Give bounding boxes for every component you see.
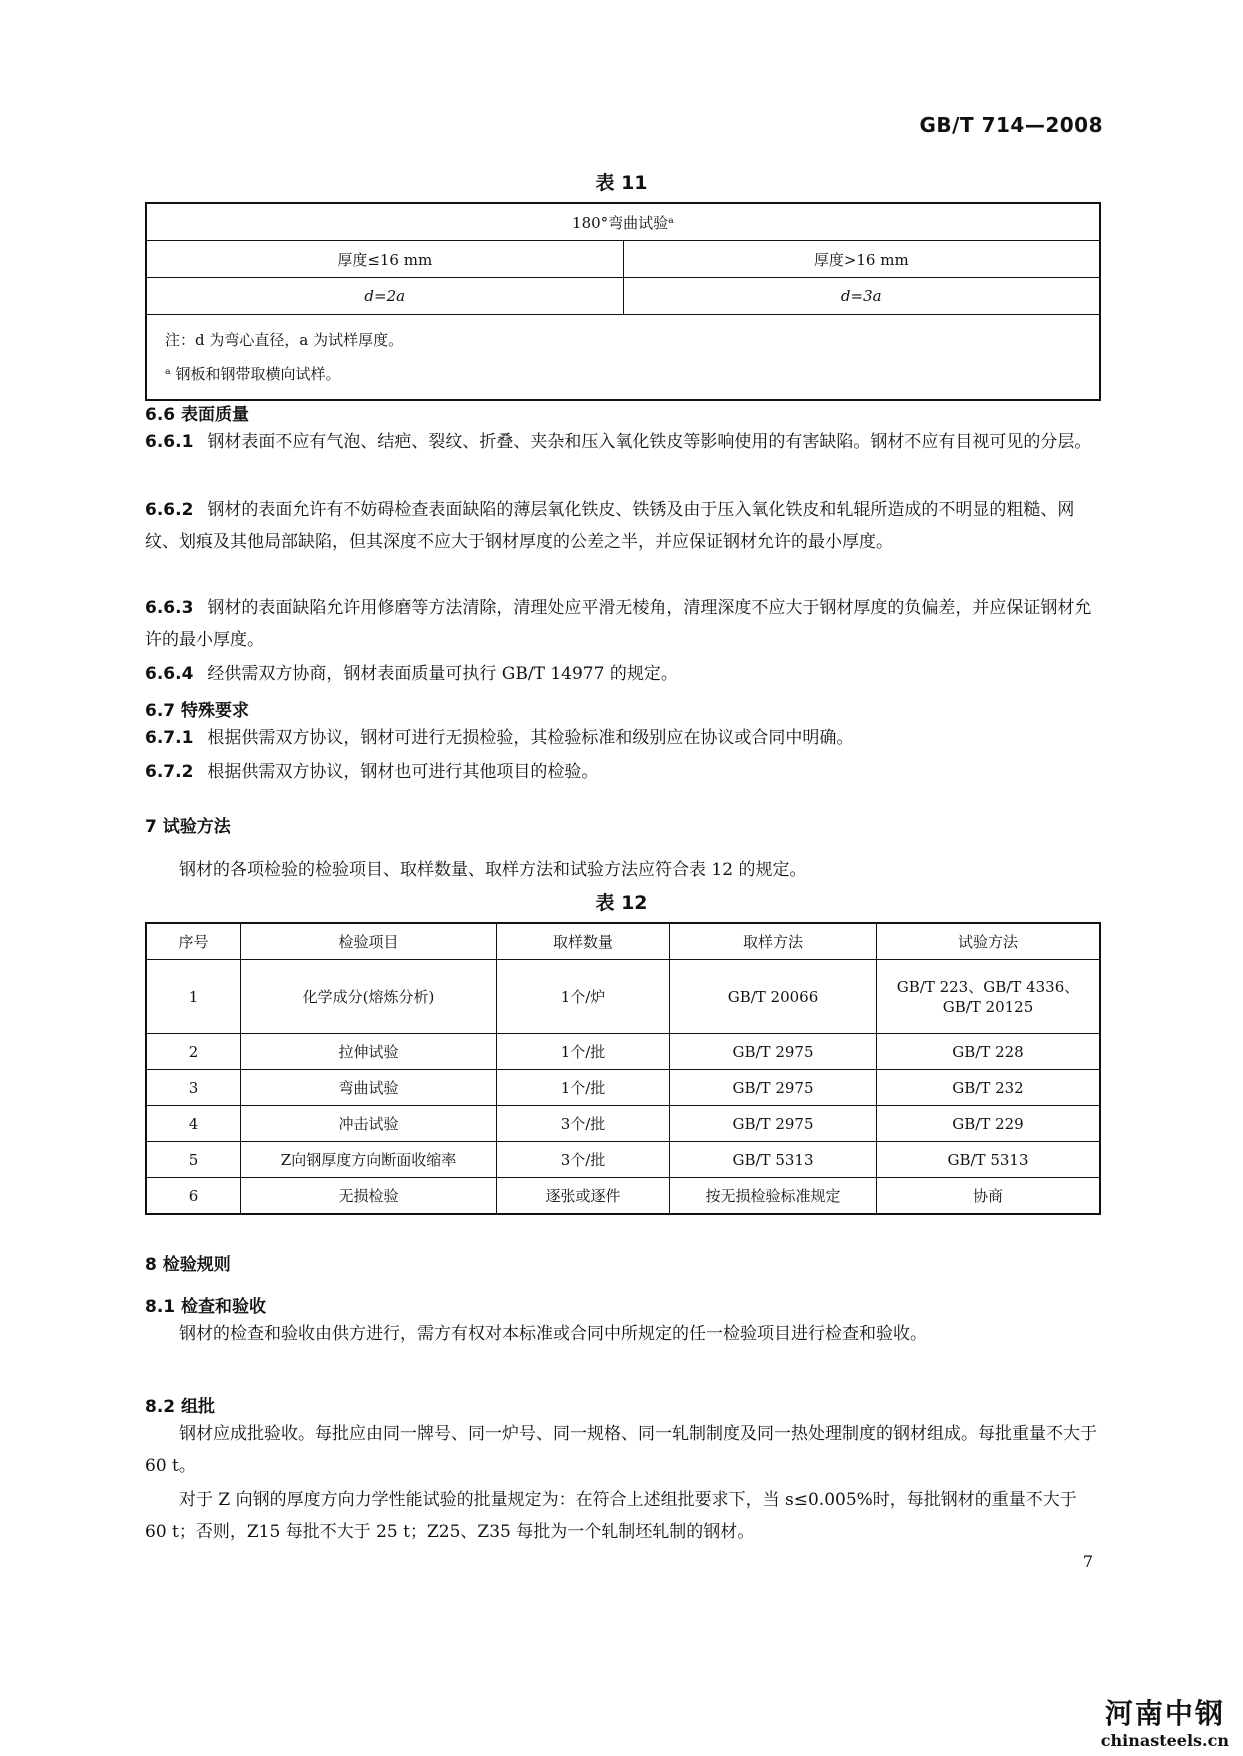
table12-cell: 1 [146, 960, 241, 1034]
para-8-2-2: 对于 Z 向钢的厚度方向力学性能试验的批量规定为：在符合上述组批要求下，当 s≤0.005%时，每批钢材的重量不大于 60 t；否则，Z15 每批不大于 25 t；Z25、Z35 每批为一个轧制坯轧制的钢材。 [145, 1490, 1077, 1542]
para-6-7-1 [145, 722, 1101, 754]
table12-cell: 冲击试验 [241, 1106, 497, 1142]
table-row [146, 960, 1100, 1034]
table-row [146, 1070, 1100, 1106]
watermark-url: chinasteels.cn [1100, 1731, 1229, 1750]
para-6-6-3-number: 6.6.3 [145, 598, 194, 618]
table12-cell: 5 [146, 1142, 241, 1178]
table12-cell: 4 [146, 1106, 241, 1142]
section-8-1-heading: 8.1 检查和验收 [145, 1297, 267, 1317]
standard-number: GB/T 714—2008 [919, 113, 1103, 137]
table11-title: 180°弯曲试验ᵃ [146, 203, 1100, 241]
table11-note-1: 注：d 为弯心直径，a 为试样厚度。 [165, 331, 404, 349]
table12-cell: GB/T 2975 [670, 1106, 877, 1142]
para-6-6-1-number: 6.6.1 [145, 432, 194, 452]
para-6-7-2 [145, 756, 1101, 788]
table12-cell: GB/T 5313 [877, 1142, 1101, 1178]
table-row [146, 1178, 1100, 1215]
para-6-6-1 [145, 426, 1101, 458]
table12-header: 取样数量 [497, 923, 670, 960]
table12-cell: GB/T 229 [877, 1106, 1101, 1142]
section-8-heading: 8 检验规则 [145, 1255, 231, 1275]
section-7-intro: 钢材的各项检验的检验项目、取样数量、取样方法和试验方法应符合表 12 的规定。 [179, 860, 807, 880]
table-row [146, 1106, 1100, 1142]
para-6-7-1-number: 6.7.1 [145, 728, 194, 748]
table12-cell: 按无损检验标准规定 [670, 1178, 877, 1215]
table12-cell: GB/T 2975 [670, 1070, 877, 1106]
para-6-6-4-number: 6.6.4 [145, 664, 194, 684]
section-6-6-heading: 6.6 表面质量 [145, 405, 250, 425]
para-6-6-2 [145, 494, 1101, 558]
table-row [146, 1142, 1100, 1178]
table11-note-2: ᵃ 钢板和钢带取横向试样。 [165, 365, 341, 383]
table12-cell: Z向钢厚度方向断面收缩率 [241, 1142, 497, 1178]
table12-cell: GB/T 228 [877, 1034, 1101, 1070]
watermark-logo [1101, 1692, 1229, 1750]
table12-cell: 协商 [877, 1178, 1101, 1215]
para-6-6-4-text: 经供需双方协商，钢材表面质量可执行 GB/T 14977 的规定。 [207, 664, 678, 684]
para-6-6-1-text: 钢材表面不应有气泡、结疤、裂纹、折叠、夹杂和压入氧化铁皮等影响使用的有害缺陷。钢材不应有目视可见的分层。 [207, 432, 1092, 452]
table12-cell: GB/T 232 [877, 1070, 1101, 1106]
section-7-heading: 7 试验方法 [145, 817, 231, 837]
watermark-name: 河南中钢 [1104, 1697, 1225, 1730]
table12-cell: 逐张或逐件 [497, 1178, 670, 1215]
table12-cell: 2 [146, 1034, 241, 1070]
table12-cell: GB/T 2975 [670, 1034, 877, 1070]
table12-header: 试验方法 [877, 923, 1101, 960]
table12-cell: 1个/炉 [497, 960, 670, 1034]
para-6-6-2-number: 6.6.2 [145, 500, 194, 520]
table-11 [145, 202, 1101, 401]
para-6-7-2-number: 6.7.2 [145, 762, 194, 782]
table12-cell: GB/T 20066 [670, 960, 877, 1034]
table12-cell: 无损检验 [241, 1178, 497, 1215]
table12-header: 取样方法 [670, 923, 877, 960]
table12-cell: 化学成分(熔炼分析) [241, 960, 497, 1034]
para-6-6-2-text: 钢材的表面允许有不妨碍检查表面缺陷的薄层氧化铁皮、铁锈及由于压入氧化铁皮和轧辊所造成的不明显的粗糙、网纹、划痕及其他局部缺陷，但其深度不应大于钢材厚度的公差之半，并应保证钢材允许的最小厚度。 [145, 500, 1075, 552]
table12-header: 检验项目 [241, 923, 497, 960]
para-6-6-4 [145, 658, 1101, 690]
table11-col1-header: 厚度≤16 mm [146, 241, 623, 278]
table12-header: 序号 [146, 923, 241, 960]
section-6-7-heading: 6.7 特殊要求 [145, 701, 250, 721]
para-6-7-1-text: 根据供需双方协议，钢材可进行无损检验，其检验标准和级别应在协议或合同中明确。 [207, 728, 854, 748]
table11-col1-value: d=2a [146, 278, 623, 315]
table12-caption: 表 12 [595, 892, 648, 914]
table12-cell: 弯曲试验 [241, 1070, 497, 1106]
table11-caption: 表 11 [595, 172, 648, 194]
para-6-6-3-text: 钢材的表面缺陷允许用修磨等方法清除，清理处应平滑无棱角，清理深度不应大于钢材厚度的负偏差，并应保证钢材允许的最小厚度。 [145, 598, 1092, 650]
para-8-1: 钢材的检查和验收由供方进行，需方有权对本标准或合同中所规定的任一检验项目进行检查和验收。 [179, 1324, 927, 1344]
table12-cell: 1个/批 [497, 1070, 670, 1106]
section-8-2-heading: 8.2 组批 [145, 1397, 216, 1417]
table11-col2-value: d=3a [623, 278, 1100, 315]
table12-cell: GB/T 5313 [670, 1142, 877, 1178]
page-number: 7 [1082, 1552, 1093, 1571]
table12-cell: 3个/批 [497, 1142, 670, 1178]
table11-col2-header: 厚度>16 mm [623, 241, 1100, 278]
table12-cell: GB/T 223、GB/T 4336、GB/T 20125 [877, 960, 1101, 1034]
table12-cell: 3个/批 [497, 1106, 670, 1142]
para-8-2-1: 钢材应成批验收。每批应由同一牌号、同一炉号、同一规格、同一轧制制度及同一热处理制度的钢材组成。每批重量不大于 60 t。 [145, 1424, 1097, 1476]
table11-notes [146, 315, 1100, 401]
table-row [146, 1034, 1100, 1070]
para-6-7-2-text: 根据供需双方协议，钢材也可进行其他项目的检验。 [207, 762, 599, 782]
para-6-6-3 [145, 592, 1101, 656]
table12-cell: 6 [146, 1178, 241, 1215]
table-12 [145, 922, 1101, 1215]
table12-cell: 拉伸试验 [241, 1034, 497, 1070]
table12-cell: 1个/批 [497, 1034, 670, 1070]
table12-cell: 3 [146, 1070, 241, 1106]
table12-header-row [146, 923, 1100, 960]
